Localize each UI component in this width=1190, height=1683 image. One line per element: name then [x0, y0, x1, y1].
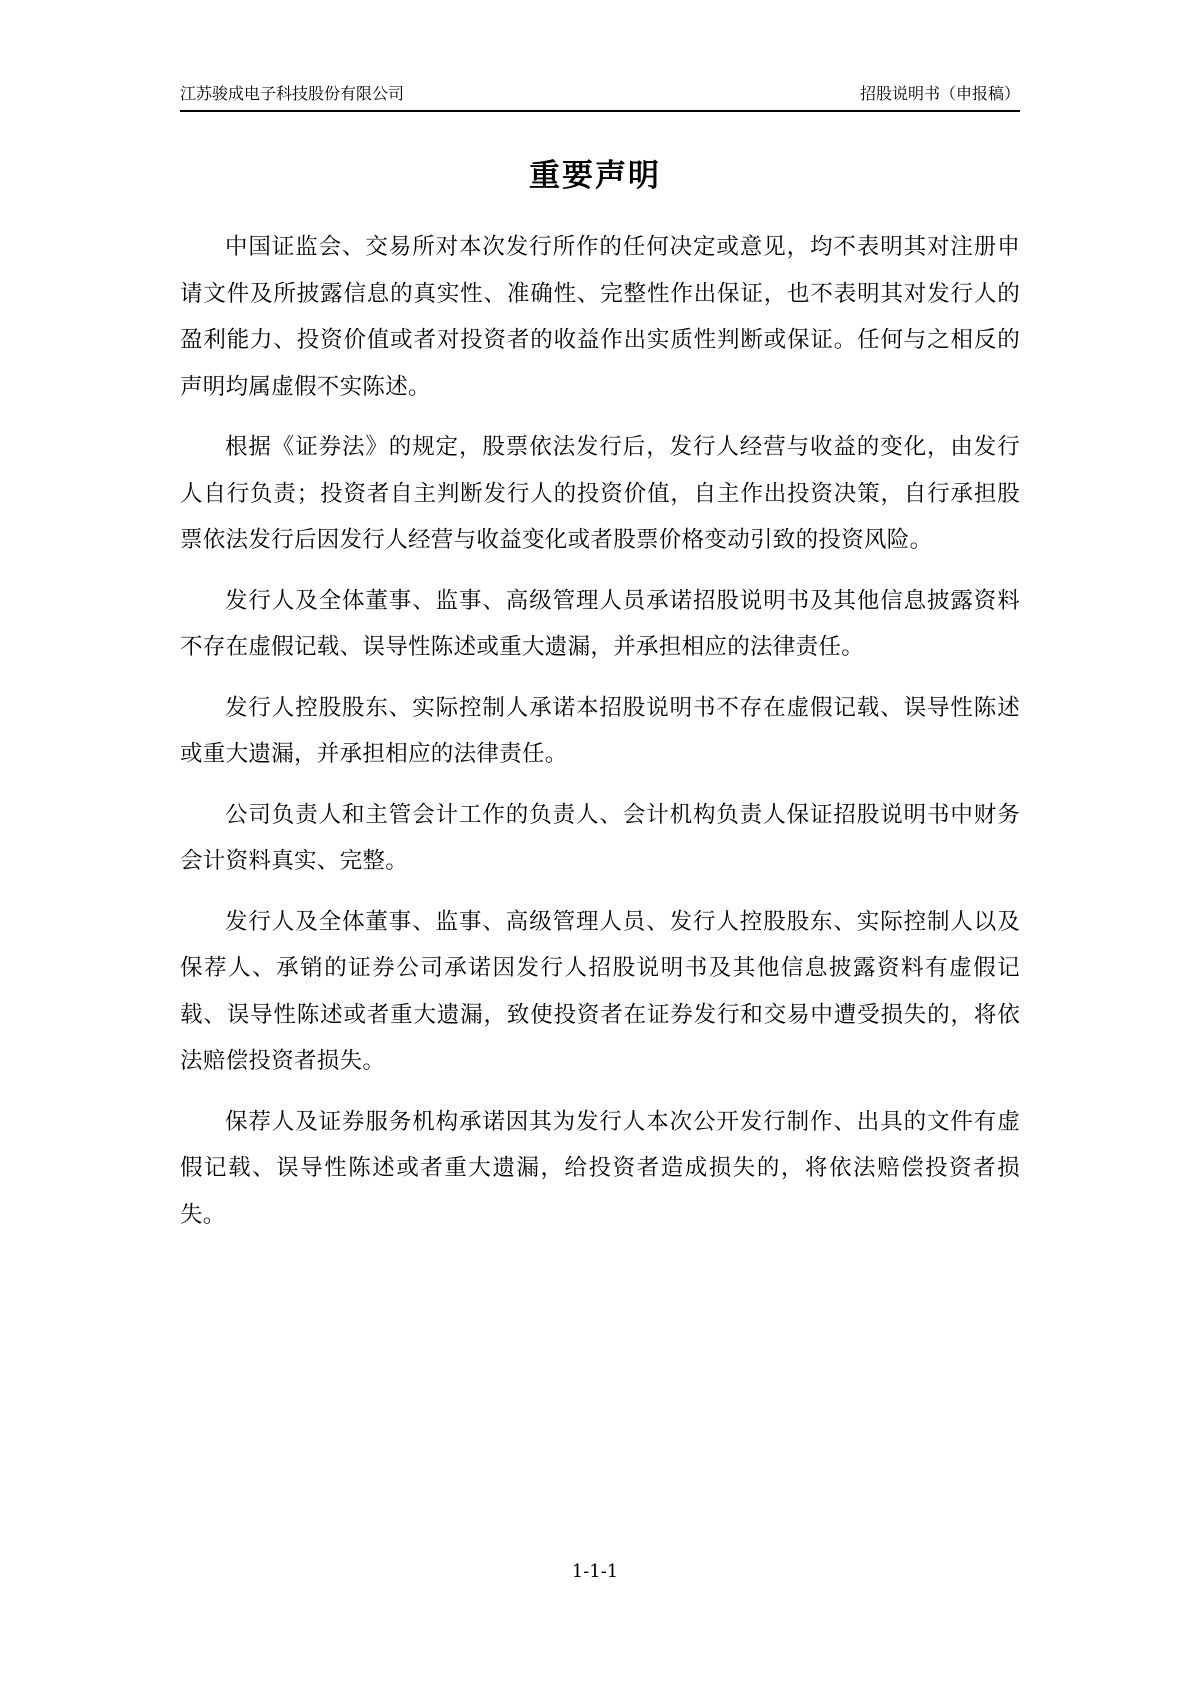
page-number: 1-1-1 [571, 1561, 619, 1582]
header-document-type: 招股说明书（申报稿） [859, 84, 1020, 103]
page-header [180, 82, 1020, 112]
header-company-name: 江苏骏成电子科技股份有限公司 [180, 84, 405, 103]
declaration-body [180, 224, 1020, 1252]
paragraph-6: 发行人及全体董事、监事、高级管理人员、发行人控股股东、实际控制人以及保荐人、承销的证券公司承诺因发行人招股说明书及其他信息披露资料有虚假记载、误导性陈述或者重大遗漏，致使投资者在证券发行和交易中遭受损失的，将依法赔偿投资者损失。 [180, 908, 1020, 1074]
paragraph-1: 中国证监会、交易所对本次发行所作的任何决定或意见，均不表明其对注册申请文件及所披露信息的真实性、准确性、完整性作出保证，也不表明其对发行人的盈利能力、投资价值或者对投资者的收益作出实质性判断或保证。任何与之相反的声明均属虚假不实陈述。 [180, 234, 1020, 400]
paragraph-2: 根据《证券法》的规定，股票依法发行后，发行人经营与收益的变化，由发行人自行负责；投资者自主判断发行人的投资价值，自主作出投资决策，自行承担股票依法发行后因发行人经营与收益变化或者股票价格变动引致的投资风险。 [180, 434, 1020, 553]
paragraph-3: 发行人及全体董事、监事、高级管理人员承诺招股说明书及其他信息披露资料不存在虚假记载、误导性陈述或重大遗漏，并承担相应的法律责任。 [180, 587, 1020, 660]
paragraph-7: 保荐人及证券服务机构承诺因其为发行人本次公开发行制作、出具的文件有虚假记载、误导性陈述或者重大遗漏，给投资者造成损失的，将依法赔偿投资者损失。 [180, 1108, 1020, 1228]
paragraph-4: 发行人控股股东、实际控制人承诺本招股说明书不存在虚假记载、误导性陈述或重大遗漏，并承担相应的法律责任。 [180, 694, 1020, 767]
paragraph-5: 公司负责人和主管会计工作的负责人、会计机构负责人保证招股说明书中财务会计资料真实、完整。 [180, 801, 1020, 874]
page-title: 重要声明 [529, 158, 661, 194]
